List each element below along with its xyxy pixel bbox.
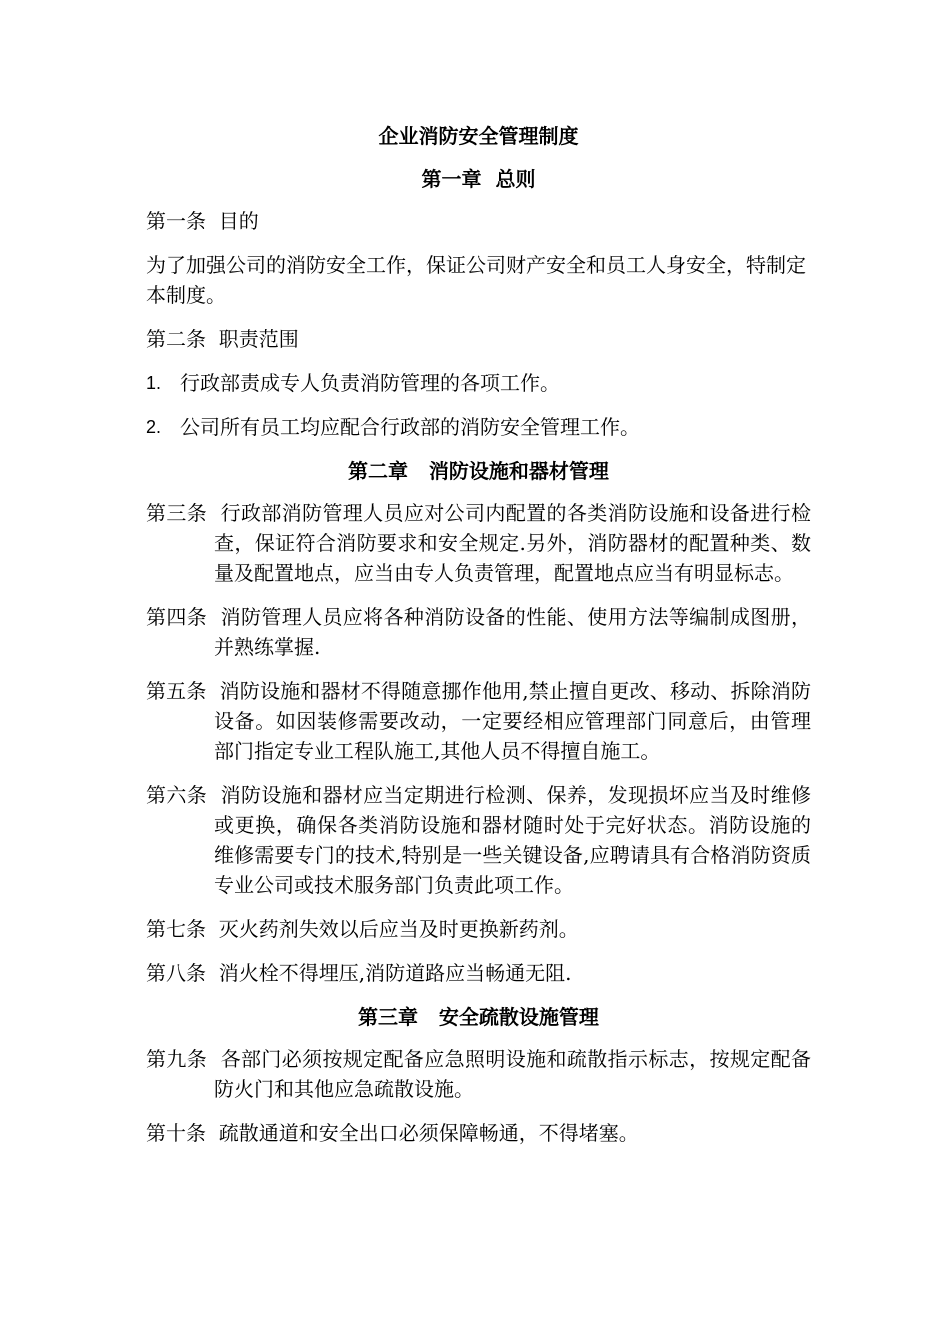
chapter-3-title: 第三章 安全疏散设施管理 — [358, 1005, 599, 1029]
list-number: 2. — [146, 417, 162, 437]
article-text: 消防管理人员应将各种消防设备的性能、使用方法等编制成图册，并熟练掌握. — [214, 605, 811, 659]
article-label: 第七条 — [146, 917, 219, 941]
document-body — [146, 120, 811, 1162]
article-1-body: 为了加强公司的消防安全工作，保证公司财产安全和员工人身安全，特制定本制度。 — [146, 253, 806, 307]
article-3 — [146, 498, 811, 588]
chapter-1-title: 第一章 总则 — [421, 167, 536, 191]
list-text: 行政部责成专人负责消防管理的各项工作。 — [180, 371, 560, 395]
article-text: 疏散通道和安全出口必须保障畅通，不得堵塞。 — [218, 1121, 639, 1145]
article-label: 第四条 — [146, 605, 221, 629]
article-text: 消火栓不得埋压,消防道路应当畅通无阻. — [218, 961, 572, 985]
article-label: 第九条 — [146, 1047, 221, 1071]
article-6 — [146, 780, 811, 900]
list-text: 公司所有员工均应配合行政部的消防安全管理工作。 — [180, 415, 640, 439]
list-number: 1. — [146, 373, 162, 393]
document-title: 企业消防安全管理制度 — [378, 124, 579, 148]
article-10 — [146, 1118, 811, 1148]
article-1-heading: 第一条 目的 — [146, 209, 259, 233]
article-text: 灭火药剂失效以后应当及时更换新药剂。 — [218, 917, 579, 941]
article-text: 行政部消防管理人员应对公司内配置的各类消防设施和设备进行检查，保证符合消防要求和安全规定.另外，消防器材的配置种类、数量及配置地点，应当由专人负责管理，配置地点应当有明显标志。 — [214, 501, 811, 585]
article-7 — [146, 914, 811, 944]
article-4 — [146, 602, 811, 662]
article-2-heading: 第二条 职责范围 — [146, 327, 299, 351]
article-label: 第五条 — [146, 679, 220, 703]
article-8 — [146, 958, 811, 988]
article-label: 第八条 — [146, 961, 219, 985]
chapter-2-title: 第二章 消防设施和器材管理 — [348, 459, 609, 483]
article-label: 第三条 — [146, 501, 221, 525]
article-label: 第十条 — [146, 1121, 219, 1145]
list-item — [146, 368, 811, 398]
list-item — [146, 412, 811, 442]
article-text: 消防设施和器材不得随意挪作他用,禁止擅自更改、移动、拆除消防设备。如因装修需要改动，一定要经相应管理部门同意后，由管理部门指定专业工程队施工,其他人员不得擅自施工。 — [214, 679, 812, 763]
article-text: 消防设施和器材应当定期进行检测、保养，发现损坏应当及时维修或更换，确保各类消防设施和器材随时处于完好状态。消防设施的维修需要专门的技术,特别是一些关键设备,应聘请具有合格消防资质专业公司或技术服务部门负责此项工作。 — [214, 783, 811, 897]
article-label: 第六条 — [146, 783, 221, 807]
article-5 — [146, 676, 811, 766]
article-text: 各部门必须按规定配备应急照明设施和疏散指示标志，按规定配备防火门和其他应急疏散设施。 — [214, 1047, 811, 1101]
article-9 — [146, 1044, 811, 1104]
